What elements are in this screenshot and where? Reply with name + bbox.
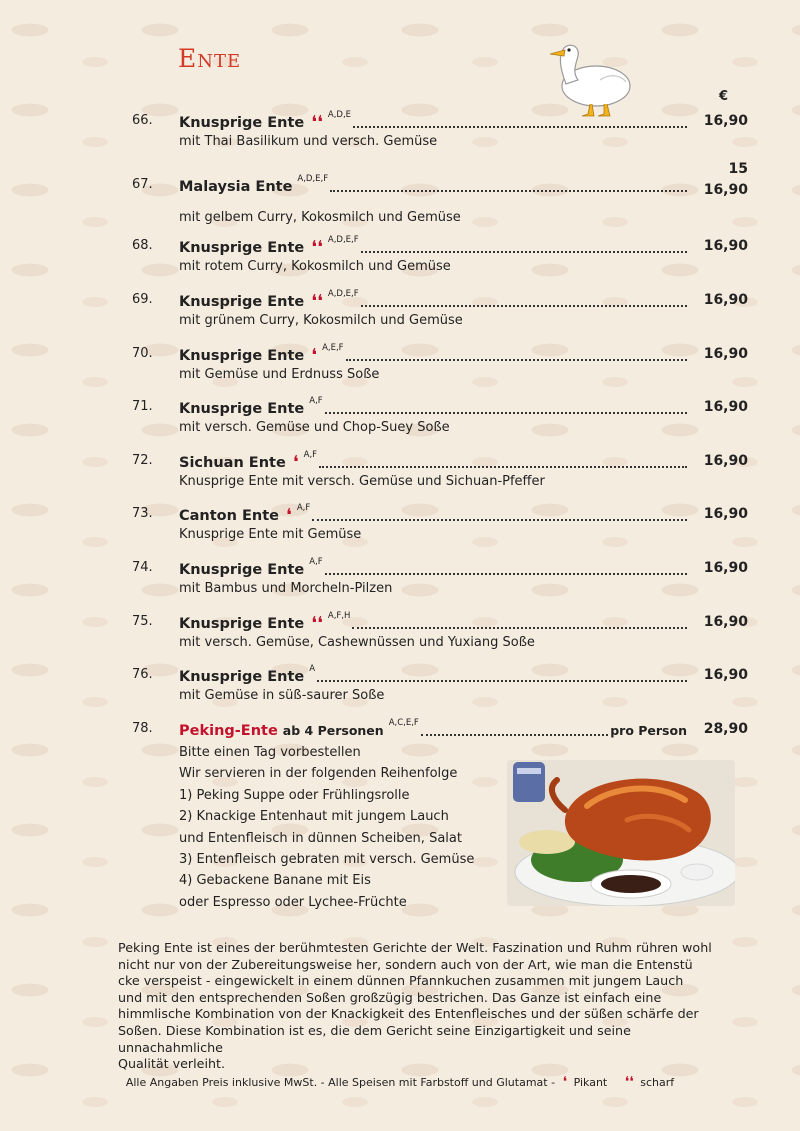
item-price: 16,90 [703,399,748,415]
per-person-label: pro Person [610,723,687,738]
item-name: Knusprige Ente [179,669,305,685]
chili-icon: ❛❛ [624,1074,634,1090]
item-price: 16,90 [703,113,748,129]
item-description: Knusprige Ente mit versch. Gemüse und Sichuan-Pfeffer [179,474,545,489]
paragraph-line: nicht nur von der Zubereitungsweise her, sondern auch von der Art, wie man die Entenstü [118,956,693,972]
peking-duck-info-paragraph [118,940,758,1073]
item-number: 78. [132,721,153,736]
item-number: 69. [132,292,153,307]
chili-icon: ❛❛ [311,613,323,634]
chili-icon: ❛❛ [311,291,323,312]
dot-leader [317,680,687,682]
item-name: Malaysia Ente [179,179,293,195]
item-price: 16,90 [703,346,748,362]
chili-icon: ❛❛ [311,237,323,258]
item-price: 16,90 [703,614,748,630]
item-number: 66. [132,113,153,128]
dot-leader [312,519,687,521]
allergen-codes: A,F [309,557,323,567]
item-price: 16,90 [703,292,748,308]
item-number: 74. [132,560,153,575]
peking-description [179,742,474,913]
item-number: 71. [132,399,153,414]
chili-icon: ❛ [286,505,292,526]
chili-icon: ❛ [292,452,299,473]
item-number: 76. [132,667,153,682]
allergen-codes: A,E,F [322,343,344,353]
item-price: 16,90 [703,560,748,576]
item-description: mit versch. Gemüse, Cashewnüssen und Yuxiang Soße [179,635,535,650]
chili-icon: ❛❛ [311,112,323,133]
paragraph-line: unnachahmliche [118,1039,223,1055]
footer-text: Alle Angaben Preis inklusive MwSt. - Alle Speisen mit Farbstoff und Glutamat - [125,1076,556,1089]
dot-leader [421,734,608,736]
paragraph-line: und mit den entsprechenden Soßen großzügig bestrichen. Das Ganze ist einfach eine [118,989,662,1005]
peking-line: und Entenfleisch in dünnen Scheiben, Salat [179,830,462,846]
item-description: Knusprige Ente mit Gemüse [179,527,362,542]
footer-pikant: Pikant [573,1076,608,1089]
item-price: 16,90 [703,238,748,254]
peking-line: 1) Peking Suppe oder Frühlingsrolle [179,787,410,803]
dot-leader [325,573,687,575]
item-price: 28,90 [703,721,748,737]
item-description: mit Thai Basilikum und versch. Gemüse [179,134,438,149]
dot-leader [319,466,687,468]
item-number: 68. [132,238,153,253]
item-number: 70. [132,346,153,361]
dot-leader [330,190,687,192]
allergen-codes: A,F,H [327,611,351,621]
paragraph-line: Peking Ente ist eines der berühmtesten Gerichte der Welt. Faszination und Ruhm rühren wohl [118,940,712,955]
allergen-codes: A,D,E,F [327,289,359,299]
footer-note [0,1073,800,1091]
section-title: Ente [178,44,242,73]
item-price: 16,90 [703,667,748,683]
duck-illustration [538,38,634,120]
dot-leader [325,412,687,414]
item-price: 16,90 [703,182,748,198]
item-name: Knusprige Ente [179,115,305,131]
item-description: mit Bambus und Morcheln-Pilzen [179,581,393,596]
item-price: 16,90 [703,453,748,469]
item-description: mit grünem Curry, Kokosmilch und Gemüse [179,313,463,328]
item-description: mit gelbem Curry, Kokosmilch und Gemüse [179,210,461,225]
item-name: Knusprige Ente [179,240,305,256]
paragraph-line: Soßen. Diese Kombination ist es, die dem Gericht seine Einzigartigkeit und seine [118,1022,631,1038]
paragraph-line: Qualität verleiht. [118,1056,226,1072]
item-number: 73. [132,506,153,521]
allergen-codes: A,C,E,F [388,718,419,728]
peking-line: Wir servieren in der folgenden Reihenfolge [179,766,458,782]
item-description: mit Gemüse in süß-saurer Soße [179,688,385,703]
allergen-codes: A,D,E [327,110,352,120]
item-name: Knusprige Ente [179,294,305,310]
peking-line: 2) Knackige Entenhaut mit jungem Lauch [179,809,449,825]
item-description: mit Gemüse und Erdnuss Soße [179,367,380,382]
dot-leader [353,126,687,128]
item-price: 16,90 [703,506,748,522]
peking-duck-photo [507,760,735,906]
footer-scharf: scharf [640,1076,675,1089]
item-name: Peking-Ente [179,723,278,739]
dot-leader [361,305,687,307]
item-number: 72. [132,453,153,468]
peking-line: oder Espresso oder Lychee-Früchte [179,894,407,910]
allergen-codes: A [309,664,316,674]
item-number: 67. [132,177,153,192]
paragraph-line: cke verspeist - eingewickelt in einem dünnen Pfannkuchen zusammen mit jungem Lauch [118,973,684,989]
item-price-top: 15 [728,161,748,177]
item-description: mit versch. Gemüse und Chop-Suey Soße [179,420,450,435]
peking-line: 4) Gebackene Banane mit Eis [179,873,371,889]
allergen-codes: A,D,E,F [327,235,359,245]
chili-icon: ❛ [562,1074,568,1090]
dot-leader [352,627,687,629]
item-name: Knusprige Ente [179,616,305,632]
item-name: Canton Ente [179,508,280,524]
item-name: Knusprige Ente [179,401,305,417]
dot-leader [346,359,687,361]
item-description: mit rotem Curry, Kokosmilch und Gemüse [179,259,451,274]
item-name: Sichuan Ente [179,455,286,471]
peking-line: 3) Entenfleisch gebraten mit versch. Gemüse [179,852,475,868]
allergen-codes: A,F [296,503,311,513]
allergen-codes: A,F [303,450,318,460]
item-name: Knusprige Ente [179,348,305,364]
chili-icon: ❛ [311,345,318,366]
dot-leader [361,251,687,253]
peking-line: Bitte einen Tag vorbestellen [179,745,361,760]
allergen-codes: A,D,E,F [297,174,329,184]
allergen-codes: A,F [309,396,323,406]
item-name: Knusprige Ente [179,562,305,578]
item-number: 75. [132,614,153,629]
paragraph-line: himmlische Kombination von der Knackigkeit des Entenfleisches und der süßen schärfe der [118,1006,699,1022]
item-extra: ab 4 Personen [282,723,384,738]
currency-symbol: € [719,89,729,104]
